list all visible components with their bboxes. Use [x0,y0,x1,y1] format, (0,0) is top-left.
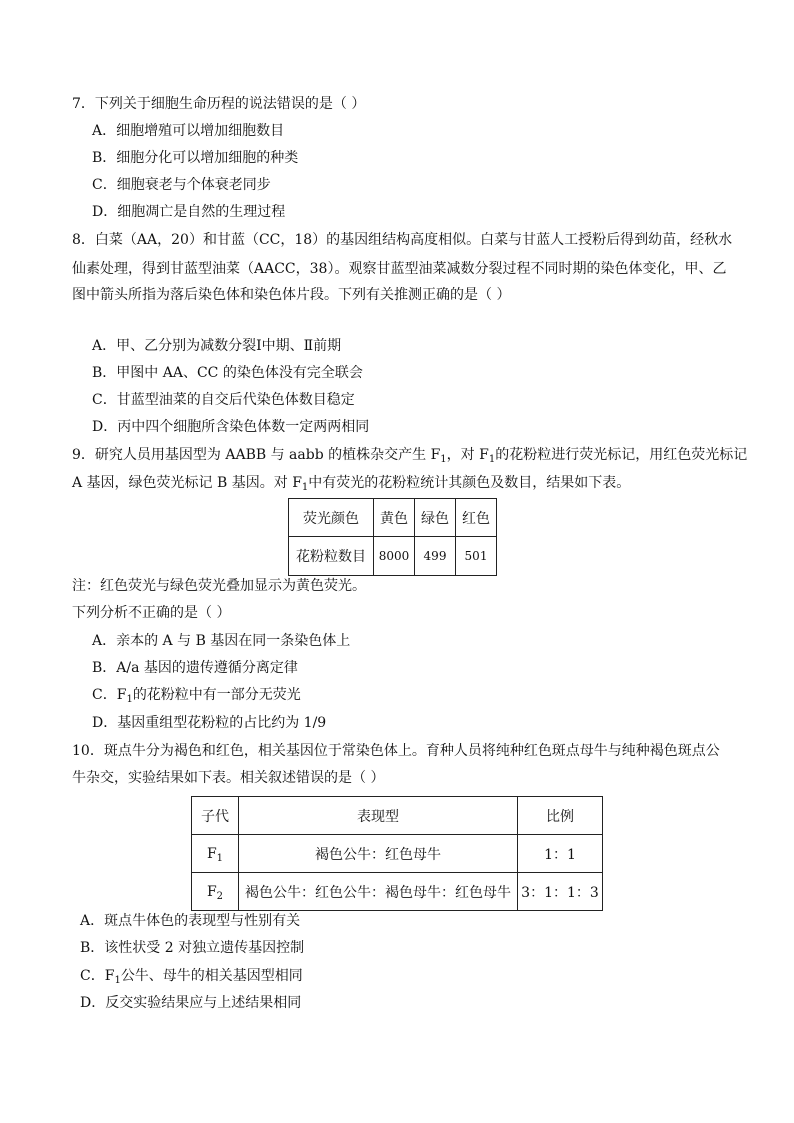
q10-option-d: D．反交实验结果应与上述结果相同 [80,995,302,1011]
q7-stem: 7．下列关于细胞生命历程的说法错误的是（ ） [72,96,366,112]
table-row [289,537,497,576]
q10-stem-line-2: 牛杂交，实验结果如下表。相关叙述错误的是（ ） [72,770,385,786]
q10-option-b: B．该性状受 2 对独立遗传基因控制 [80,940,305,956]
table-row [289,499,497,537]
q9-option-d: D．基因重组型花粉粒的占比约为 1/9 [92,715,327,731]
q7-option-d: D．细胞凋亡是自然的生理过程 [92,204,286,220]
q8-option-d: D．丙中四个细胞所含染色体数一定两两相同 [92,419,370,435]
q9-note: 注：红色荧光与绿色荧光叠加显示为黄色荧光。 [72,578,366,594]
table-cell: 绿色 [415,499,456,537]
table-header: 表现型 [239,797,518,835]
q10-option-c: C．$F_1$公牛、母牛的相关基因型相同 [80,968,303,986]
q8-stem-line-1: 8．白菜（AA，20）和甘蓝（CC，18）的基因组结构高度相似。白菜与甘蓝人工授粉后得到幼苗，经秋水 [72,232,733,248]
q9-stem-line-1: 9．研究人员用基因型为 AABB 与 aabb 的植株杂交产生 $F_1$，对 $F_1$的花粉粒进行荧光标记，用红色荧光标记 [72,447,748,465]
table-cell: 黄色 [374,499,415,537]
table-cell: $F_2$ [192,873,239,911]
q8-stem-line-3: 图中箭头所指为落后染色体和染色体片段。下列有关推测正确的是（ ） [72,287,511,303]
q8-option-b: B．甲图中 AA、CC 的染色体没有完全联会 [92,365,363,381]
q8-stem-line-2: 仙素处理，得到甘蓝型油菜（AACC，38）。观察甘蓝型油菜减数分裂过程不同时期的染色体变化，甲、乙 [72,261,727,277]
q7-option-a: A．细胞增殖可以增加细胞数目 [92,123,285,139]
table-row [192,835,603,873]
table-cell: 褐色公牛：红色母牛 [239,835,518,873]
q9-fluorescence-table [288,498,497,576]
table-row [192,873,603,911]
q10-phenotype-table [191,796,603,911]
table-cell: 花粉粒数目 [289,537,374,576]
q9-option-b: B．A/a 基因的遗传遵循分离定律 [92,660,298,676]
q10-stem-line-1: 10．斑点牛分为褐色和红色，相关基因位于常染色体上。育种人员将纯种红色斑点母牛与纯种褐色斑点公 [72,743,720,759]
table-header: 比例 [518,797,603,835]
q9-option-a: A．亲本的 A 与 B 基因在同一条染色体上 [92,633,351,649]
q7-option-c: C．细胞衰老与个体衰老同步 [92,177,271,193]
table-cell: 荧光颜色 [289,499,374,537]
table-cell: 499 [415,537,456,576]
q10-option-a: A．斑点牛体色的表现型与性别有关 [80,913,301,929]
q9-ask: 下列分析不正确的是（ ） [72,605,231,621]
table-cell: 8000 [374,537,415,576]
table-header: 子代 [192,797,239,835]
table-cell: 501 [456,537,497,576]
table-row [192,797,603,835]
q8-option-c: C．甘蓝型油菜的自交后代染色体数目稳定 [92,392,355,408]
q9-option-c: C．$F_1$的花粉粒中有一部分无荧光 [92,687,301,705]
q7-option-b: B．细胞分化可以增加细胞的种类 [92,150,299,166]
table-cell: 红色 [456,499,497,537]
q9-stem-line-2: A 基因，绿色荧光标记 B 基因。对 $F_1$中有荧光的花粉粒统计其颜色及数目，结果如下表。 [72,475,631,493]
table-cell: 褐色公牛：红色公牛：褐色母牛：红色母牛 [239,873,518,911]
table-cell: 1：1 [518,835,603,873]
table-cell: $F_1$ [192,835,239,873]
table-cell: 3：1：1：3 [518,873,603,911]
q8-option-a: A．甲、乙分别为减数分裂Ⅰ中期、Ⅱ前期 [92,338,342,354]
